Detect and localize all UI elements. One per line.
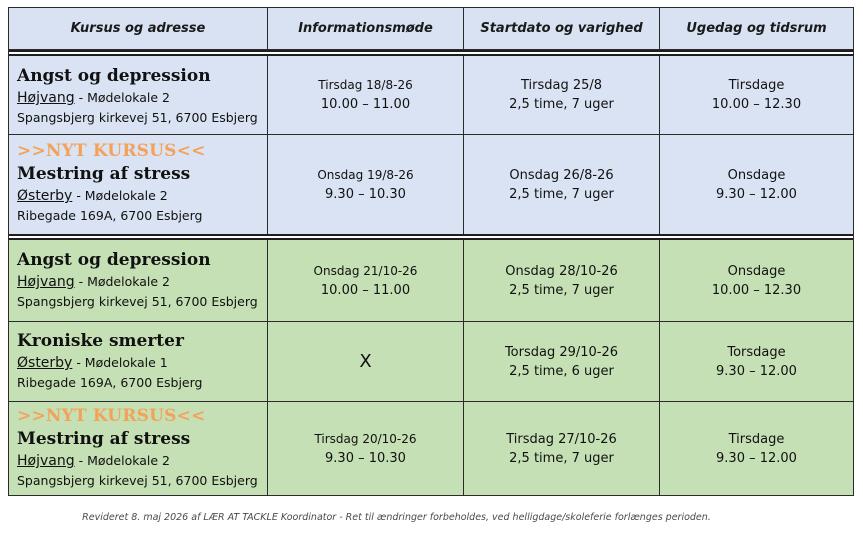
course-cell bbox=[9, 402, 268, 495]
revision-footnote: Revideret 8. maj 2026 af LÆR AT TACKLE Koordinator - Ret til ændringer forbeholdes, ved helligdage/skoleferie forlænges perioden. bbox=[82, 512, 711, 523]
course-title: Mestring af stress bbox=[17, 429, 191, 449]
info-time: 9.30 – 10.30 bbox=[325, 186, 406, 202]
weekday-time-cell bbox=[660, 402, 853, 495]
start-day: Tirsdag 27/10-26 bbox=[506, 431, 617, 447]
course-schedule-table bbox=[8, 7, 854, 496]
duration: 2,5 time, 7 uger bbox=[509, 450, 614, 466]
info-time: 9.30 – 10.30 bbox=[325, 450, 406, 466]
course-cell bbox=[9, 135, 268, 234]
duration: 2,5 time, 7 uger bbox=[509, 186, 614, 202]
course-location bbox=[17, 186, 267, 206]
course-title: Mestring af stress bbox=[17, 164, 191, 184]
info-meeting-cell bbox=[268, 135, 464, 234]
start-day: Onsdag 26/8-26 bbox=[509, 167, 614, 183]
table-row bbox=[9, 402, 853, 495]
info-meeting-cell bbox=[268, 322, 464, 401]
start-day: Tirsdag 25/8 bbox=[520, 78, 603, 93]
weekday-time-cell bbox=[660, 322, 853, 401]
start-duration-cell bbox=[464, 135, 660, 234]
time-range: 10.00 – 12.30 bbox=[711, 97, 802, 112]
course-title: Angst og depression bbox=[17, 66, 211, 86]
start-duration-cell bbox=[464, 402, 660, 495]
time-range: 9.30 – 12.00 bbox=[716, 363, 797, 379]
table-header-row bbox=[9, 8, 853, 50]
table-row bbox=[9, 56, 853, 135]
course-cell bbox=[9, 240, 268, 321]
course-title: Kroniske smerter bbox=[17, 331, 184, 351]
room-label: - Mødelokale 2 bbox=[74, 274, 171, 289]
header-course-address: Kursus og adresse bbox=[9, 8, 268, 49]
course-address: Spangsbjerg kirkevej 51, 6700 Esbjerg bbox=[17, 294, 258, 309]
new-course-badge: >>NYT KURSUS<< bbox=[17, 406, 206, 426]
table-row bbox=[9, 135, 853, 234]
table-row bbox=[9, 240, 853, 322]
course-location bbox=[17, 451, 267, 471]
location-name: Højvang bbox=[17, 90, 75, 106]
start-day: Torsdag 29/10-26 bbox=[504, 344, 619, 360]
course-cell bbox=[9, 56, 268, 134]
time-range: 9.30 – 12.00 bbox=[716, 450, 797, 466]
info-day: Onsdag 21/10-26 bbox=[313, 263, 418, 278]
location-name: Højvang bbox=[17, 453, 75, 469]
course-cell bbox=[9, 322, 268, 401]
room-label: - Mødelokale 2 bbox=[74, 90, 171, 105]
weekday: Onsdage bbox=[727, 167, 786, 183]
header-start-duration: Startdato og varighed bbox=[464, 8, 660, 49]
table-row bbox=[9, 322, 853, 402]
info-time: 10.00 – 11.00 bbox=[320, 97, 411, 112]
course-address: Ribegade 169A, 6700 Esbjerg bbox=[17, 375, 203, 390]
course-title: Angst og depression bbox=[17, 250, 211, 270]
duration: 2,5 time, 6 uger bbox=[509, 363, 614, 379]
course-address: Spangsbjerg kirkevej 51, 6700 Esbjerg bbox=[17, 473, 258, 488]
start-duration-cell bbox=[464, 56, 660, 134]
duration: 2,5 time, 7 uger bbox=[509, 97, 614, 112]
no-info-meeting-mark: X bbox=[359, 351, 372, 372]
weekday: Onsdage bbox=[727, 263, 786, 279]
weekday: Torsdage bbox=[727, 344, 786, 360]
weekday: Tirsdage bbox=[728, 431, 785, 447]
time-range: 10.00 – 12.30 bbox=[711, 282, 802, 298]
weekday-time-cell bbox=[660, 135, 853, 234]
info-day: Tirsdag 20/10-26 bbox=[314, 431, 417, 446]
info-time: 10.00 – 11.00 bbox=[320, 282, 411, 298]
course-location bbox=[17, 272, 267, 292]
room-label: - Mødelokale 2 bbox=[74, 453, 171, 468]
start-duration-cell bbox=[464, 322, 660, 401]
info-meeting-cell bbox=[268, 240, 464, 321]
room-label: - Mødelokale 2 bbox=[72, 188, 168, 203]
course-address: Spangsbjerg kirkevej 51, 6700 Esbjerg bbox=[17, 110, 258, 125]
weekday-time-cell bbox=[660, 240, 853, 321]
info-meeting-cell bbox=[268, 56, 464, 134]
info-day: Onsdag 19/8-26 bbox=[317, 167, 414, 182]
start-duration-cell bbox=[464, 240, 660, 321]
header-weekday-time: Ugedag og tidsrum bbox=[686, 21, 827, 36]
new-course-badge: >>NYT KURSUS<< bbox=[17, 141, 206, 161]
time-range: 9.30 – 12.00 bbox=[716, 186, 797, 202]
course-location bbox=[17, 88, 267, 108]
location-name: Højvang bbox=[17, 274, 75, 290]
weekday: Tirsdage bbox=[728, 78, 785, 93]
duration: 2,5 time, 7 uger bbox=[509, 282, 614, 298]
room-label: - Mødelokale 1 bbox=[72, 355, 168, 370]
course-address: Ribegade 169A, 6700 Esbjerg bbox=[17, 208, 203, 223]
info-day: Tirsdag 18/8-26 bbox=[318, 78, 413, 92]
info-meeting-cell bbox=[268, 402, 464, 495]
header-info-meeting: Informationsmøde bbox=[268, 8, 464, 49]
weekday-time-cell bbox=[660, 56, 853, 134]
location-name: Østerby bbox=[17, 355, 73, 371]
start-day: Onsdag 28/10-26 bbox=[505, 263, 618, 279]
course-location bbox=[17, 353, 267, 373]
location-name: Østerby bbox=[17, 188, 73, 204]
